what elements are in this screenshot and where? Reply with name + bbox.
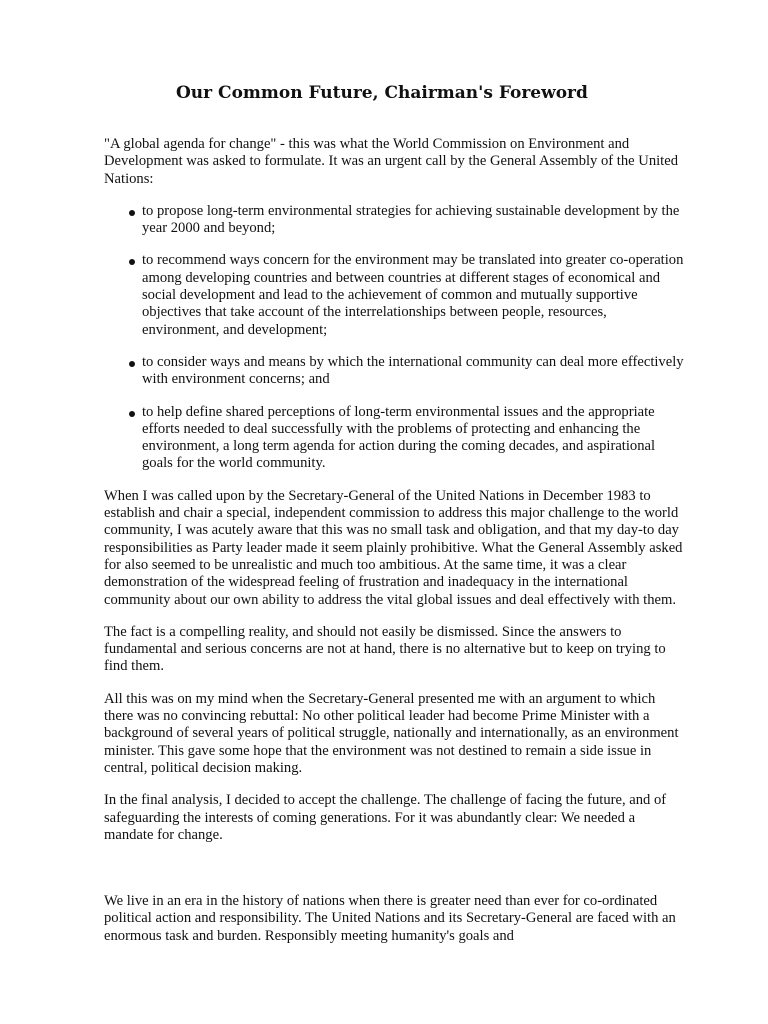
list-item (142, 203, 684, 238)
list-item-text: to propose long-term environmental strategies for achieving sustainable development by the year 2000 and beyond; (142, 202, 680, 237)
bullet-icon (129, 411, 135, 417)
bullet-icon (129, 361, 135, 367)
bullet-icon (129, 210, 135, 216)
section-spacer (104, 859, 684, 893)
list-item (142, 404, 684, 473)
intro-paragraph: "A global agenda for change" - this was what the World Commission on Environment and Development was asked to formulate. It was an urgent call by the General Assembly of the United Nations: (104, 136, 678, 187)
list-item (142, 252, 684, 338)
list-item-text: to help define shared perceptions of long-term environmental issues and the appropriate efforts needed to deal successfully with the problems of protecting and enhancing the environment, a long term agenda for action during the coming decades, and aspirational goals for the world community. (142, 403, 656, 472)
list-item (142, 354, 684, 389)
mandate-list (104, 203, 684, 473)
closing-paragraph: We live in an era in the history of nations when there is greater need than ever for co-ordinated political action and responsibility. The United Nations and its Secretary-General are faced with an enormous task and burden. Responsibly meeting humanity's goals and (104, 893, 676, 944)
document-title: Our Common Future, Chairman's Foreword (176, 83, 588, 103)
bullet-icon (129, 259, 135, 265)
body-paragraph: The fact is a compelling reality, and should not easily be dismissed. Since the answers to fundamental and serious concerns are not at hand, there is no alternative but to keep on trying to find them. (104, 623, 666, 675)
body-paragraph: When I was called upon by the Secretary-General of the United Nations in December 1983 to establish and chair a special, independent commission to address this major challenge to the world community, I was acutely aware that this was no small task and obligation, and that my day-to day responsibilities as Party leader made it seem plainly prohibitive. What the General Assembly asked for also seemed to be unrealistic and much too ambitious. At the same time, it was a clear demonstration of the widespread feeling of frustration and inadequacy in the international community about our own ability to address the vital global issues and deal effectively with them. (104, 487, 683, 608)
body-paragraph: All this was on my mind when the Secretary-General presented me with an argument to which there was no convincing rebuttal: No other political leader had become Prime Minister with a background of several years of political struggle, nationally and internationally, as an environment minister. This gave some hope that the environment was not destined to remain a side issue in central, political decision making. (104, 690, 679, 776)
document-body (104, 136, 684, 960)
list-item-text: to recommend ways concern for the environment may be translated into greater co-operation among developing countries and between countries at different stages of economical and social development and lead to the achievement of common and mutually supportive objectives that take account of the interrelationships between people, resources, environment, and development; (142, 252, 684, 338)
list-item-text: to consider ways and means by which the international community can deal more effectively with environment concerns; and (142, 353, 684, 388)
body-paragraph: In the final analysis, I decided to accept the challenge. The challenge of facing the future, and of safeguarding the interests of coming generations. For it was abundantly clear: We needed a mandate for change. (104, 792, 667, 843)
